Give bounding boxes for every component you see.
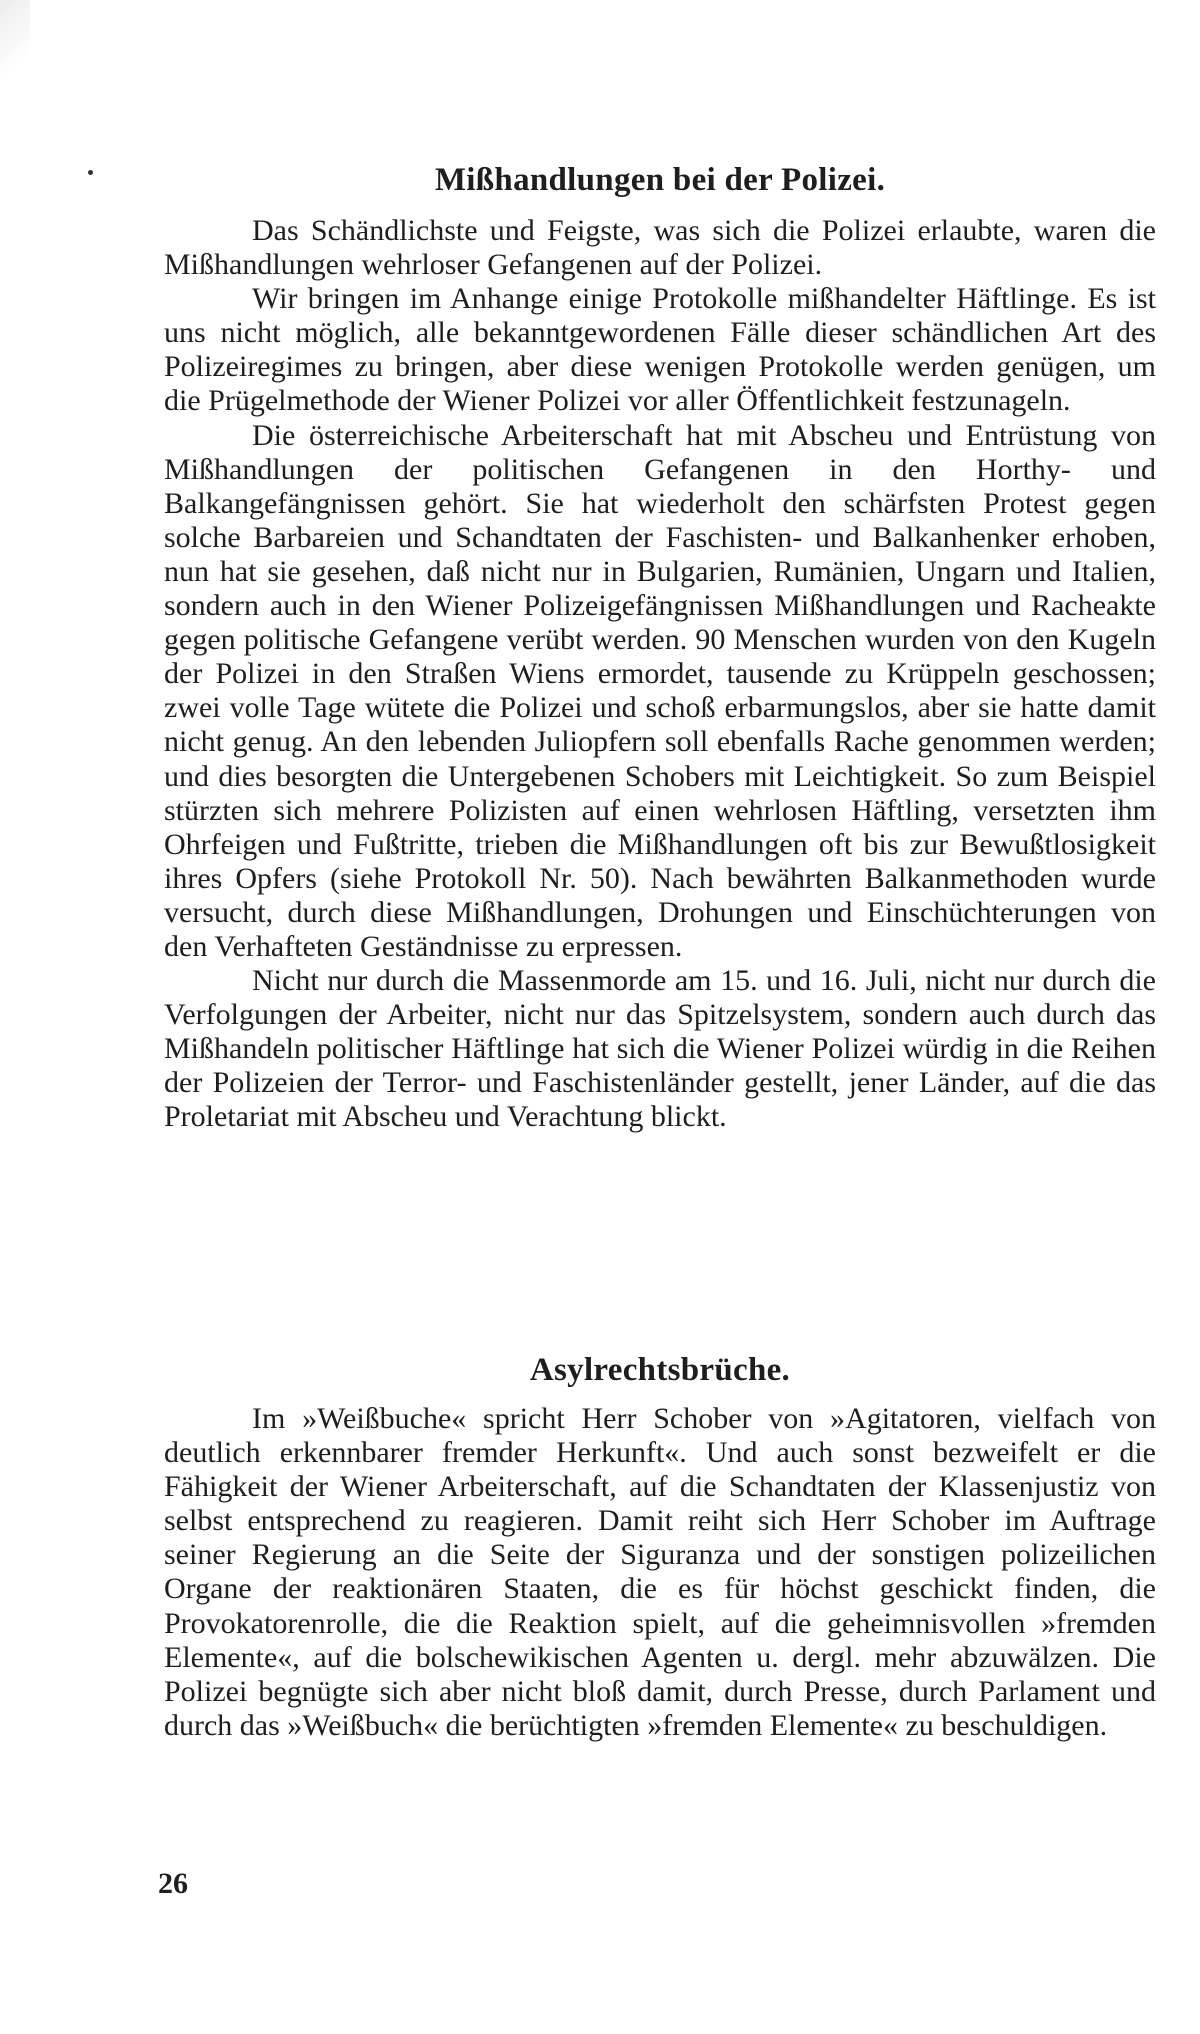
- paragraph: Nicht nur durch die Massenmorde am 15. und 16. Juli, nicht nur durch die Verfolgungen der Arbeiter, nicht nur das Spitzelsystem, sondern auch durch das Mißhandeln politischer Häftlinge hat sich die Wiener Polizei würdig in die Reihen der Polizeien der Terror- und Faschistenländer gestellt, jener Länder, auf die das Proletariat mit Abscheu und Verachtung blickt.: [164, 964, 1156, 1134]
- paragraph: Im »Weißbuche« spricht Herr Schober von »Agitatoren, vielfach von deutlich erkennbarer fremder Herkunft«. Und auch sonst bezweifelt er die Fähigkeit der Wiener Arbeiterschaft, auf die Schandtaten der Klassenjustiz von selbst entsprechend zu reagieren. Damit reiht sich Herr Schober im Auftrage seiner Regierung an die Seite der Siguranza und der sonstigen polizeilichen Organe der reaktionären Staaten, die es für höchst geschickt finden, die Provokatorenrolle, die die Reaktion spielt, auf die geheimnisvollen »fremden Elemente«, auf die bolschewikischen Agenten u. dergl. mehr abzuwälzen. Die Polizei begnügte sich aber nicht bloß damit, durch Presse, durch Parlament und durch das »Weißbuch« die berüchtigten »fremden Elemente« zu beschuldigen.: [164, 1402, 1156, 1742]
- page-edge-shadow: [0, 0, 30, 110]
- margin-mark: [88, 170, 93, 175]
- section-body-asylrechtsbrueche: [164, 1402, 1156, 1743]
- page-number: 26: [158, 1867, 188, 1900]
- paragraph: Das Schändlichste und Feigste, was sich die Polizei erlaubte, waren die Mißhandlungen wehrloser Gefangenen auf der Polizei.: [164, 214, 1156, 282]
- section-heading-misshandlungen: Mißhandlungen bei der Polizei.: [434, 162, 886, 198]
- paragraph: Wir bringen im Anhange einige Protokolle mißhandelter Häftlinge. Es ist uns nicht möglich, alle bekanntgewordenen Fälle dieser schändlichen Art des Polizeiregimes zu bringen, aber diese wenigen Protokolle werden genügen, um die Prügelmethode der Wiener Polizei vor aller Öffentlichkeit festzunageln.: [164, 282, 1156, 418]
- paragraph: Die österreichische Arbeiterschaft hat mit Abscheu und Entrüstung von Mißhandlungen der politischen Gefangenen in den Horthy- und Balkangefängnissen gehört. Sie hat wiederholt den schärfsten Protest gegen solche Barbareien und Schandtaten der Faschisten- und Balkanhenker erhoben, nun hat sie gesehen, daß nicht nur in Bulgarien, Rumänien, Ungarn und Italien, sondern auch in den Wiener Polizeigefängnissen Mißhandlungen und Racheakte gegen politische Gefangene verübt werden. 90 Menschen wurden von den Kugeln der Polizei in den Straßen Wiens ermordet, tausende zu Krüppeln geschossen; zwei volle Tage wütete die Polizei und schoß erbarmungslos, aber sie hatte damit nicht genug. An den lebenden Juliopfern soll ebenfalls Rache genommen werden; und dies besorgten die Untergebenen Schobers mit Leichtigkeit. So zum Beispiel stürzten sich mehrere Polizisten auf einen wehrlosen Häftling, versetzten ihm Ohrfeigen und Fußtritte, trieben die Mißhandlungen oft bis zur Bewußtlosigkeit ihres Opfers (siehe Protokoll Nr. 50). Nach bewährten Balkanmethoden wurde versucht, durch diese Mißhandlungen, Drohungen und Einschüchterungen von den Verhafteten Geständnisse zu erpressen.: [164, 418, 1156, 963]
- section-body-misshandlungen: [164, 214, 1156, 1135]
- section-heading-asylrechtsbrueche: Asylrechtsbrüche.: [529, 1352, 791, 1388]
